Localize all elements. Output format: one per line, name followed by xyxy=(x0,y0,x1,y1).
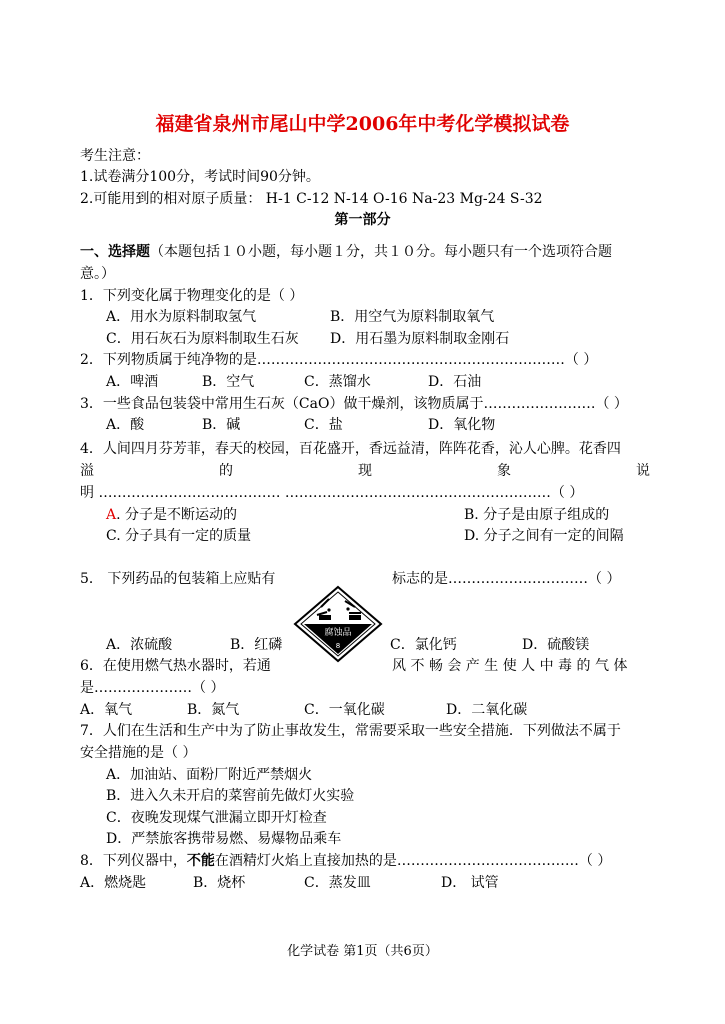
sign-number: 8 xyxy=(335,642,341,650)
question-1-option-a: A．用水为原料制取氢气 xyxy=(106,309,257,325)
question-4-option-b: B. 分子是由原子组成的 xyxy=(464,507,610,523)
question-6-option-b: B．氮气 xyxy=(187,702,240,718)
question-3-option-d: D．氧化物 xyxy=(428,417,496,433)
question-8-option-b: B．烧杯 xyxy=(193,875,246,891)
question-6-option-d: D．二氧化碳 xyxy=(446,702,528,718)
question-5-stem-right: 标志的是…………………………（ ） xyxy=(392,571,621,587)
question-2-stem: 2．下列物质属于纯净物的是…………………………………………………………（ ） xyxy=(80,352,598,368)
question-4-word: 象 xyxy=(497,463,511,479)
question-5-option-d: D．硫酸镁 xyxy=(522,637,590,653)
question-6-option-c: C．一氧化碳 xyxy=(304,702,385,718)
question-4-option-c: C. 分子具有一定的质量 xyxy=(106,528,252,544)
question-5-option-c: C．氯化钙 xyxy=(390,637,457,653)
corrosive-hazard-sign xyxy=(293,585,383,667)
notice-line-1: 1.试卷满分100分，考试时间90分钟。 xyxy=(80,169,320,185)
question-4-option-a xyxy=(106,506,237,524)
question-2-option-a: A．啤酒 xyxy=(106,374,159,390)
question-2-option-b: B．空气 xyxy=(202,374,255,390)
question-4-stem-spaced xyxy=(80,462,650,480)
question-1-option-c: C．用石灰石为原料制取生石灰 xyxy=(106,331,299,347)
question-3-option-c: C．盐 xyxy=(304,417,343,433)
question-4-stem: 4．人间四月芬芳菲，春天的校园，百花盛开，香远益清，阵阵花香，沁人心脾。花香四 xyxy=(80,441,621,457)
question-6-stem-left: 6．在使用燃气热水器时，若通 xyxy=(80,658,271,674)
question-6-stem-end: 是…………………（ ） xyxy=(80,680,225,696)
question-2-option-d: D．石油 xyxy=(428,374,482,390)
question-4-option-a-letter: A xyxy=(106,507,117,523)
question-4-option-d: D. 分子之间有一定的间隔 xyxy=(464,528,624,544)
exam-title: 福建省泉州市尾山中学2006年中考化学模拟试卷 xyxy=(155,113,570,135)
question-7-stem-cont: 安全措施的是（ ） xyxy=(80,745,197,761)
question-6-stem-right: 风 不 畅 会 产 生 使 人 中 毒 的 气 体 xyxy=(392,658,628,674)
section-heading-label: 一、选择题 xyxy=(80,244,150,260)
question-1-option-d: D．用石墨为原料制取金刚石 xyxy=(330,331,510,347)
question-4-word: 的 xyxy=(219,463,233,479)
question-1-option-b: B．用空气为原料制取氧气 xyxy=(330,309,495,325)
section-heading xyxy=(80,243,612,261)
question-7-option-b: B．进入久未开启的菜窖前先做灯火实验 xyxy=(106,788,355,804)
question-4-stem-end: 明 ………………………………… …………………………………………………（ ） xyxy=(80,485,584,501)
question-8-option-c: C．蒸发皿 xyxy=(304,875,371,891)
question-1-stem: 1．下列变化属于物理变化的是（ ） xyxy=(80,288,304,304)
question-8-option-a: A．燃烧匙 xyxy=(80,875,147,891)
question-8-stem-end: 在酒精灯火焰上直接加热的是…………………………………（ ） xyxy=(214,853,612,869)
question-7-option-c: C．夜晚发现煤气泄漏立即开灯检查 xyxy=(106,810,327,826)
question-8-option-d: D． 试管 xyxy=(441,875,499,891)
question-4-option-a-text: . 分子是不断运动的 xyxy=(116,507,238,523)
question-8-stem-start: 8．下列仪器中， xyxy=(80,853,187,869)
question-3-option-a: A．酸 xyxy=(106,417,145,433)
notice-heading: 考生注意： xyxy=(80,148,150,164)
section-description: （本题包括１０小题，每小题１分，共１０分。每小题只有一个选项符合题 xyxy=(150,244,612,260)
section-description-cont: 意。） xyxy=(80,266,115,282)
question-5-stem-left: 5． 下列药品的包装箱上应贴有 xyxy=(80,571,276,587)
page-footer: 化学试卷 第1页（共6页） xyxy=(287,944,438,959)
question-3-stem: 3．一些食品包装袋中常用生石灰（CaO）做干燥剂，该物质属于……………………（ ） xyxy=(80,396,628,412)
question-5-option-b: B．红磷 xyxy=(230,637,283,653)
question-4-word: 溢 xyxy=(80,463,94,479)
question-7-option-a: A．加油站、面粉厂附近严禁烟火 xyxy=(106,767,313,783)
question-4-word: 说 xyxy=(636,463,650,479)
question-8-emphasis: 不能 xyxy=(186,853,215,869)
question-7-stem: 7．人们在生活和生产中为了防止事故发生，常需要采取一些安全措施．下列做法不属于 xyxy=(80,723,621,739)
question-3-option-b: B．碱 xyxy=(202,417,241,433)
question-7-option-d: D．严禁旅客携带易燃、易爆物品乘车 xyxy=(106,831,342,847)
question-2-option-c: C．蒸馏水 xyxy=(304,374,371,390)
question-4-word: 现 xyxy=(358,463,372,479)
sign-label: 腐蚀品 xyxy=(324,628,352,638)
question-8-stem xyxy=(80,852,611,870)
question-6-option-a: A．氧气 xyxy=(80,702,133,718)
question-5-option-a: A．浓硫酸 xyxy=(106,637,173,653)
part-title: 第一部分 xyxy=(334,212,391,228)
notice-line-2: 2.可能用到的相对原子质量： H-1 C-12 N-14 O-16 Na-23 Mg-24 S-32 xyxy=(80,191,543,207)
